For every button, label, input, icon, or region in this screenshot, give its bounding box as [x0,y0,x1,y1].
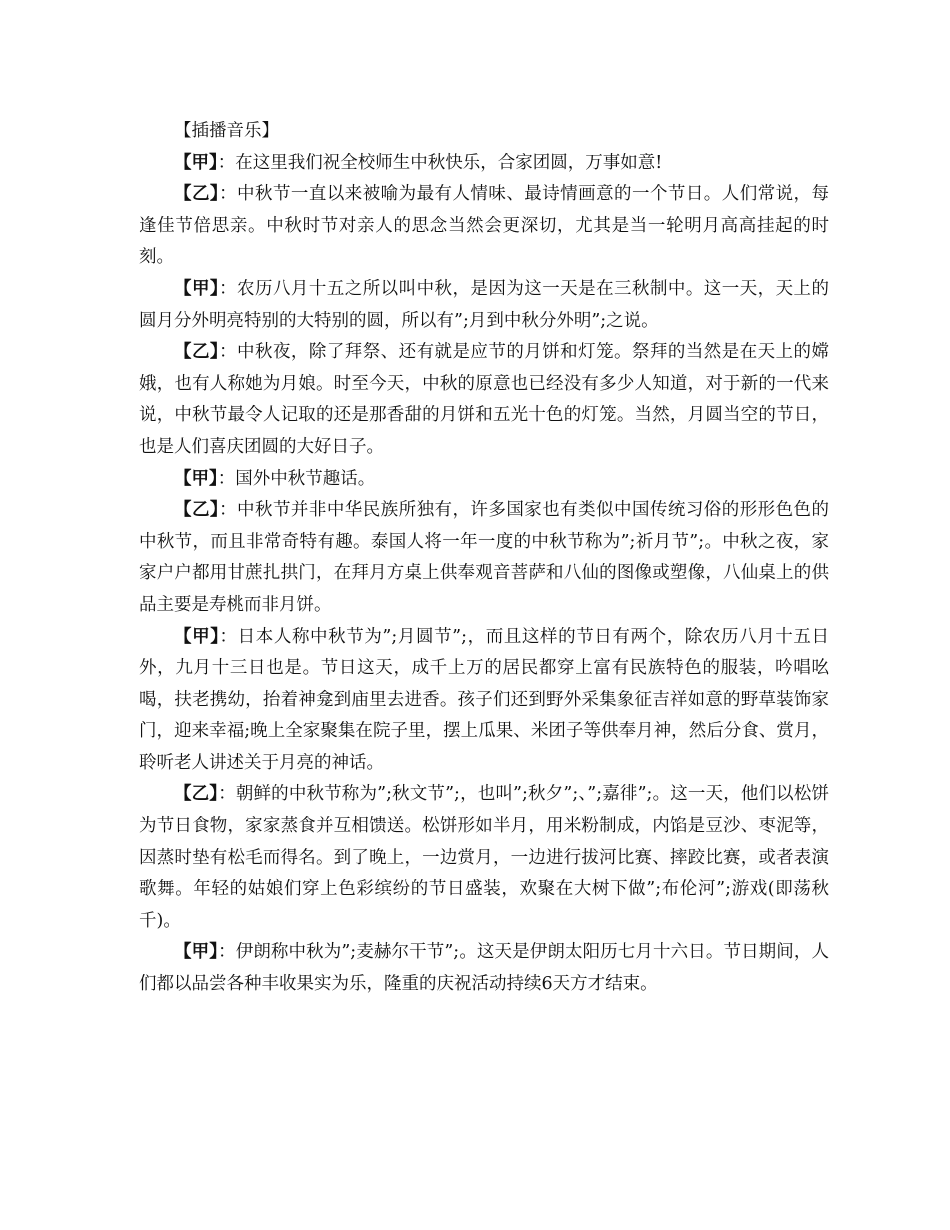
paragraph-text: ：中秋节一直以来被喻为最有人情味、最诗情画意的一个节日。人们常说，每逢佳节倍思亲。中秋时节对亲人的思念当然会更深切，尤其是当一轮明月高高挂起的时刻。 [139,184,830,268]
speaker-label: 【甲】 [174,626,220,647]
speaker-label: 【甲】 [174,278,220,299]
paragraph-yi-thailand [139,495,829,621]
speaker-label: 【乙】 [174,342,220,363]
speaker-label: 【甲】 [174,468,218,489]
speaker-label: 【乙】 [174,184,220,205]
paragraph-text: ：中秋节并非中华民族所独有，许多国家也有类似中国传统习俗的形形色色的中秋节，而且非常奇特有趣。泰国人将一年一度的中秋节称为”;祈月节”;。中秋之夜，家家户户都用甘蔗扎拱门，在拜月方桌上供奉观音菩萨和八仙的图像或塑像，八仙桌上的供品主要是寿桃而非月饼。 [139,500,830,615]
speaker-label: 【甲】 [174,152,218,173]
paragraph-jia-greeting [139,148,829,180]
paragraph-text: ：朝鲜的中秋节称为”;秋文节”;，也叫”;秋夕”;、”;嘉徘”;。这一天，他们以松饼为节日食物，家家蒸食并互相馈送。松饼形如半月，用米粉制成，内馅是豆沙、枣泥等，因蒸时垫有松毛而得名。到了晚上，一边赏月，一边进行拔河比赛、摔跤比赛，或者表演歌舞。年轻的姑娘们穿上色彩缤纷的节日盛装，欢聚在大树下做”;布伦河”;游戏(即荡秋千)。 [139,784,829,931]
paragraph-text: 【插播音乐】 [174,121,279,141]
paragraph-music-cue [139,116,829,148]
paragraph-yi-korea [139,779,829,937]
paragraph-text: ：农历八月十五之所以叫中秋，是因为这一天是在三秋制中。这一天，天上的圆月分外明亮特别的大特别的圆，所以有”;月到中秋分外明”;之说。 [139,278,830,331]
paragraph-jia-iran [139,937,829,1000]
paragraph-text: ：国外中秋节趣话。 [217,468,376,489]
paragraph-text: ：日本人称中秋节为”;月圆节”;，而且这样的节日有两个，除农历八月十五日外，九月十三日也是。节日这天，成千上万的居民都穿上富有民族特色的服装，吟唱吆喝，扶老携幼，抬着神龛到庙里去进香。孩子们还到野外采集象征吉祥如意的野草装饰家门，迎来幸福;晚上全家聚集在院子里，摆上瓜果、米团子等供奉月神，然后分食、赏月，聆听老人讲述关于月亮的神话。 [139,626,829,773]
speaker-label: 【甲】 [174,942,219,963]
document-body [139,116,829,1001]
paragraph-text: ：伊朗称中秋为”;麦赫尔干节”;。这天是伊朗太阳历七月十六日。节日期间，人们都以品尝各种丰收果实为乐，隆重的庆祝活动持续6天方才结束。 [139,942,830,995]
paragraph-text: ：在这里我们祝全校师生中秋快乐，合家团圆，万事如意! [217,152,663,173]
paragraph-jia-japan [139,622,829,780]
paragraph-jia-abroad [139,464,829,496]
paragraph-yi-intro [139,179,829,274]
paragraph-text: ：中秋夜，除了拜祭、还有就是应节的月饼和灯笼。祭拜的当然是在天上的嫦娥，也有人称她为月娘。时至今天，中秋的原意也已经没有多少人知道，对于新的一代来说，中秋节最令人记取的还是那香甜的月饼和五光十色的灯笼。当然，月圆当空的节日，也是人们喜庆团圆的大好日子。 [139,342,830,457]
speaker-label: 【乙】 [174,500,220,521]
paragraph-yi-customs [139,337,829,463]
speaker-label: 【乙】 [174,784,219,805]
paragraph-jia-origin [139,274,829,337]
